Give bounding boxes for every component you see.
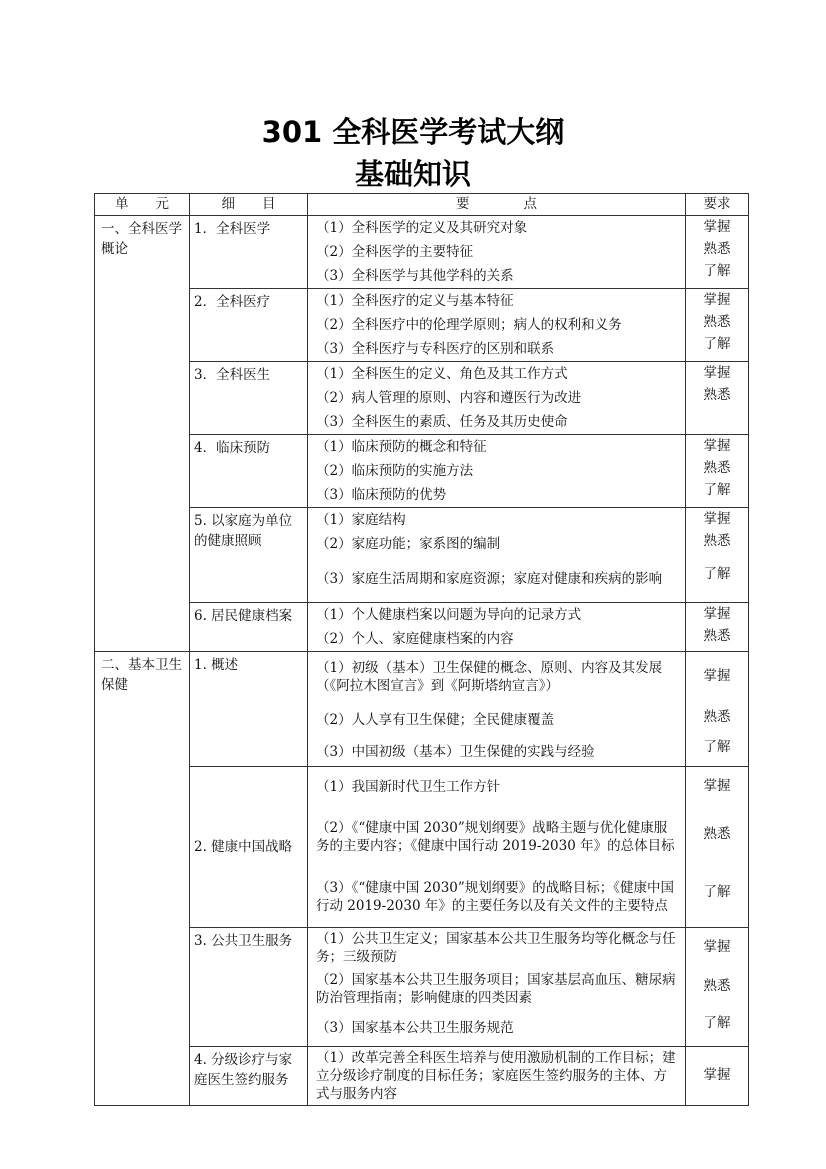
points-cell bbox=[308, 362, 686, 435]
topic-cell bbox=[190, 1047, 308, 1106]
table-row bbox=[95, 435, 749, 508]
key-point: （2）全科医学的主要特征 bbox=[316, 244, 474, 260]
header-points: 要 点 bbox=[308, 194, 686, 216]
document-subtitle: 基础知识 bbox=[354, 157, 471, 191]
table-row bbox=[95, 289, 749, 362]
requirement-level: 了解 bbox=[703, 739, 731, 755]
header-requirement: 要求 bbox=[686, 194, 749, 216]
topic-cell bbox=[190, 216, 308, 289]
requirement-cell bbox=[686, 1047, 749, 1106]
key-point: （3）全科医生的素质、任务及其历史使命 bbox=[316, 414, 568, 430]
requirement-level: 掌握 bbox=[703, 778, 731, 794]
topic-cell bbox=[190, 435, 308, 508]
requirement-level: 了解 bbox=[703, 482, 731, 498]
requirement-level: 熟悉 bbox=[703, 314, 731, 330]
points-cell bbox=[308, 603, 686, 652]
table-row bbox=[95, 603, 749, 652]
unit-cell bbox=[95, 652, 190, 1106]
requirement-level: 熟悉 bbox=[703, 241, 731, 257]
requirement-level: 掌握 bbox=[703, 1067, 731, 1083]
requirement-cell bbox=[686, 435, 749, 508]
key-point: （1）我国新时代卫生工作方针 bbox=[316, 779, 501, 795]
topic-name: 6. 居民健康档案 bbox=[194, 608, 293, 624]
topic-cell bbox=[190, 767, 308, 928]
header-unit: 单 元 bbox=[95, 194, 190, 216]
requirement-level: 熟悉 bbox=[703, 978, 731, 994]
topic-name: 2．全科医疗 bbox=[194, 294, 271, 310]
points-cell bbox=[308, 289, 686, 362]
requirement-level: 掌握 bbox=[703, 292, 731, 308]
requirement-level: 掌握 bbox=[703, 668, 731, 684]
points-cell bbox=[308, 652, 686, 767]
key-point: （3）家庭生活周期和家庭资源；家庭对健康和疾病的影响 bbox=[316, 571, 663, 587]
table-row bbox=[95, 767, 749, 928]
key-point: （1）初级（基本）卫生保健的概念、原则、内容及其发展（《阿拉木图宣言》到《阿斯塔纳宣言》） bbox=[316, 660, 663, 694]
key-point: （2）临床预防的实施方法 bbox=[316, 463, 474, 479]
requirement-level: 熟悉 bbox=[703, 709, 731, 725]
requirement-cell bbox=[686, 603, 749, 652]
key-point: （1）临床预防的概念和特征 bbox=[316, 439, 487, 455]
key-point: （2）国家基本公共卫生服务项目；国家基层高血压、糖尿病防治管理指南；影响健康的四类因素 bbox=[316, 972, 676, 1006]
topic-cell bbox=[190, 289, 308, 362]
unit-name: 二、基本卫生保健 bbox=[101, 657, 182, 693]
key-point: （2）人人享有卫生保健；全民健康覆盖 bbox=[316, 712, 555, 728]
key-point: （2）家庭功能；家系图的编制 bbox=[316, 536, 501, 552]
key-point: （2）全科医疗中的伦理学原则；病人的权利和义务 bbox=[316, 317, 622, 333]
table-row bbox=[95, 928, 749, 1047]
requirement-level: 掌握 bbox=[703, 939, 731, 955]
table-row bbox=[95, 1047, 749, 1106]
topic-cell bbox=[190, 652, 308, 767]
topic-name: 4. 分级诊疗与家庭医生签约服务 bbox=[194, 1052, 293, 1088]
topic-cell bbox=[190, 508, 308, 603]
document-title: 301 全科医学考试大纲 bbox=[261, 115, 565, 149]
key-point: （2）病人管理的原则、内容和遵医行为改进 bbox=[316, 390, 582, 406]
topic-name: 1. 概述 bbox=[194, 657, 239, 673]
points-cell bbox=[308, 1047, 686, 1106]
requirement-cell bbox=[686, 289, 749, 362]
table-body bbox=[95, 216, 749, 1106]
requirement-level: 熟悉 bbox=[703, 533, 731, 549]
table-row bbox=[95, 652, 749, 767]
key-point: （3）临床预防的优势 bbox=[316, 487, 447, 503]
table-row bbox=[95, 362, 749, 435]
points-cell bbox=[308, 435, 686, 508]
key-point: （3）国家基本公共卫生服务规范 bbox=[316, 1020, 514, 1036]
requirement-level: 了解 bbox=[703, 263, 731, 279]
requirement-cell bbox=[686, 652, 749, 767]
points-cell bbox=[308, 928, 686, 1047]
key-point: （1）个人健康档案以问题为导向的记录方式 bbox=[316, 607, 582, 623]
table-header-row bbox=[95, 194, 749, 216]
requirement-level: 了解 bbox=[703, 1015, 731, 1031]
key-point: （3）全科医学与其他学科的关系 bbox=[316, 268, 514, 284]
header-detail: 细 目 bbox=[190, 194, 308, 216]
requirement-level: 熟悉 bbox=[703, 628, 731, 644]
requirement-level: 掌握 bbox=[703, 511, 731, 527]
requirement-level: 熟悉 bbox=[703, 460, 731, 476]
syllabus-table bbox=[94, 193, 749, 1106]
topic-name: 1．全科医学 bbox=[194, 221, 271, 237]
points-cell bbox=[308, 216, 686, 289]
requirement-level: 掌握 bbox=[703, 438, 731, 454]
table-row bbox=[95, 508, 749, 603]
requirement-cell bbox=[686, 362, 749, 435]
key-point: （3）中国初级（基本）卫生保健的实践与经验 bbox=[316, 744, 595, 760]
topic-name: 4．临床预防 bbox=[194, 440, 271, 456]
topic-cell bbox=[190, 928, 308, 1047]
key-point: （1）全科医学的定义及其研究对象 bbox=[316, 220, 528, 236]
key-point: （2）个人、家庭健康档案的内容 bbox=[316, 631, 514, 647]
topic-name: 3．全科医生 bbox=[194, 367, 271, 383]
key-point: （3）全科医疗与专科医疗的区别和联系 bbox=[316, 341, 555, 357]
requirement-level bbox=[686, 406, 748, 428]
unit-cell bbox=[95, 216, 190, 652]
key-point: （2）《“健康中国 2030”规划纲要》战略主题与优化健康服务的主要内容；《健康中国行动 2019-2030 年》的总体目标 bbox=[316, 820, 675, 854]
table-row bbox=[95, 216, 749, 289]
requirement-level: 熟悉 bbox=[703, 387, 731, 403]
requirement-level: 了解 bbox=[703, 336, 731, 352]
key-point: （1）全科医疗的定义与基本特征 bbox=[316, 293, 514, 309]
key-point: （1）公共卫生定义；国家基本公共卫生服务均等化概念与任务；三级预防 bbox=[316, 931, 676, 965]
requirement-cell bbox=[686, 508, 749, 603]
key-point: （1）改革完善全科医生培养与使用激励机制的工作目标；建立分级诊疗制度的目标任务；家庭医生签约服务的主体、方式与服务内容 bbox=[316, 1050, 676, 1102]
requirement-cell bbox=[686, 928, 749, 1047]
key-point: （3）《“健康中国 2030”规划纲要》的战略目标；《健康中国行动 2019-2030 年》的主要任务以及有关文件的主要特点 bbox=[316, 880, 675, 914]
requirement-level: 掌握 bbox=[703, 219, 731, 235]
requirement-cell bbox=[686, 767, 749, 928]
topic-name: 3. 公共卫生服务 bbox=[194, 933, 293, 949]
requirement-level: 了解 bbox=[703, 884, 731, 900]
key-point: （1）家庭结构 bbox=[316, 512, 406, 528]
topic-name: 5. 以家庭为单位的健康照顾 bbox=[194, 513, 293, 549]
requirement-level: 掌握 bbox=[703, 606, 731, 622]
key-point: （1）全科医生的定义、角色及其工作方式 bbox=[316, 366, 568, 382]
requirement-cell bbox=[686, 216, 749, 289]
topic-cell bbox=[190, 603, 308, 652]
requirement-level: 掌握 bbox=[703, 365, 731, 381]
points-cell bbox=[308, 767, 686, 928]
unit-name: 一、全科医学概论 bbox=[101, 221, 182, 257]
topic-cell bbox=[190, 362, 308, 435]
requirement-level: 熟悉 bbox=[703, 826, 731, 842]
points-cell bbox=[308, 508, 686, 603]
topic-name: 2. 健康中国战略 bbox=[194, 839, 293, 855]
requirement-level: 了解 bbox=[703, 566, 731, 582]
